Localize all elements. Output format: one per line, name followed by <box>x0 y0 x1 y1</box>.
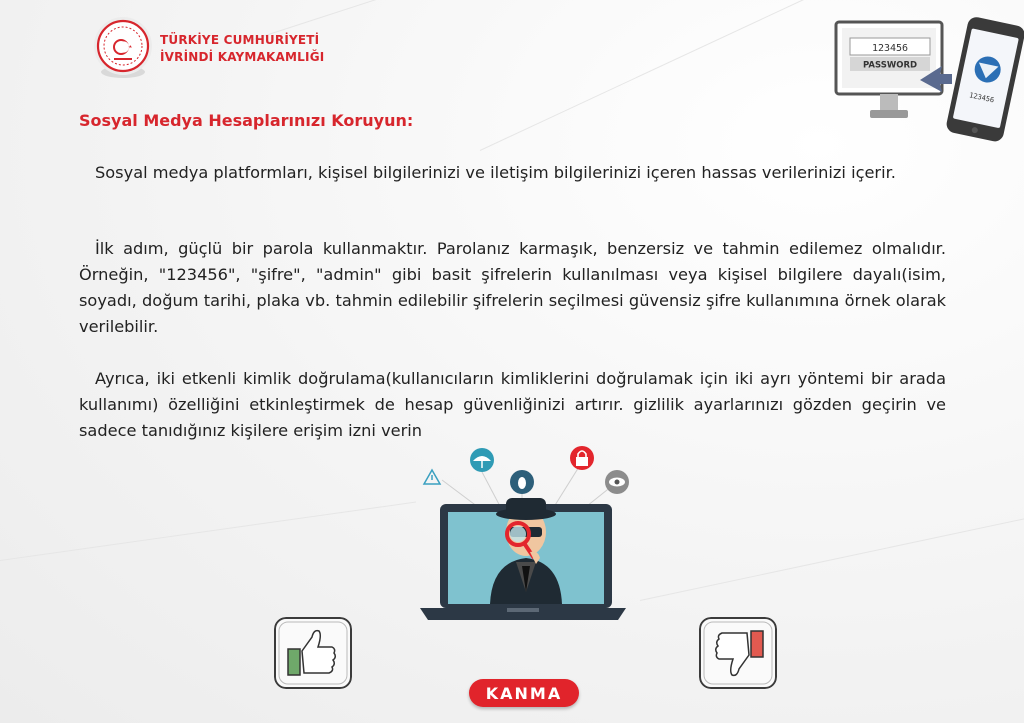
page-heading: Sosyal Medya Hesaplarınızı Koruyun: <box>79 111 414 130</box>
kanma-button[interactable]: KANMA <box>469 679 579 707</box>
monitor-password-label: PASSWORD <box>862 60 918 71</box>
paragraph-password: İlk adım, güçlü bir parola kullanmaktır. Parolanız karmaşık, benzersiz ve tahmin edilemez olmalıdır. Örneğin, "123456", "şifre", "admin" gibi basit şifrelerin kullanılması veya kişisel bilgilere dayalı(isim, soyadı, doğum tarihi, plaka vb. tahmin edilebilir şifrelerin seçilmesi güvensiz şifre kullanımına örnek olarak verilebilir. <box>79 239 946 336</box>
thumbs-down-icon[interactable] <box>699 617 777 689</box>
bg-line <box>640 517 1024 601</box>
lock-icon <box>570 446 594 470</box>
thumbs-up-icon[interactable] <box>274 617 352 689</box>
warning-icon <box>424 470 440 484</box>
org-line-1: TÜRKİYE CUMHURİYETİ <box>160 33 320 47</box>
umbrella-icon <box>470 448 494 472</box>
paragraph-two-factor: Ayrıca, iki etkenli kimlik doğrulama(kullanıcıların kimliklerini doğrulamak için iki ayrı yöntemi bir arada kullanımı) özelliğini etkinleştirmek de hesap güvenliğinizi artırır. gizlilik ayarlarınızı gözden geçirin ve sadece tanıdığınız kişilere erişim izni verin <box>79 369 946 440</box>
bg-line <box>250 0 916 41</box>
eye-icon <box>605 470 629 494</box>
monitor-code: 123456 <box>871 43 909 54</box>
kaymakamlik-seal-logo <box>92 12 154 82</box>
bg-line <box>0 502 416 561</box>
hacker-laptop-illustration <box>412 442 634 624</box>
password-devices-illustration <box>834 14 1024 144</box>
org-line-2: İVRİNDİ KAYMAKAMLIĞI <box>160 50 325 64</box>
phone-code: 123456 <box>968 91 995 105</box>
paragraph-intro: Sosyal medya platformları, kişisel bilgilerinizi ve iletişim bilgilerinizi içeren hassas verilerinizi içerir. <box>95 163 896 182</box>
phone <box>945 16 1024 143</box>
organization-name <box>160 32 324 66</box>
bug-icon <box>510 470 534 494</box>
